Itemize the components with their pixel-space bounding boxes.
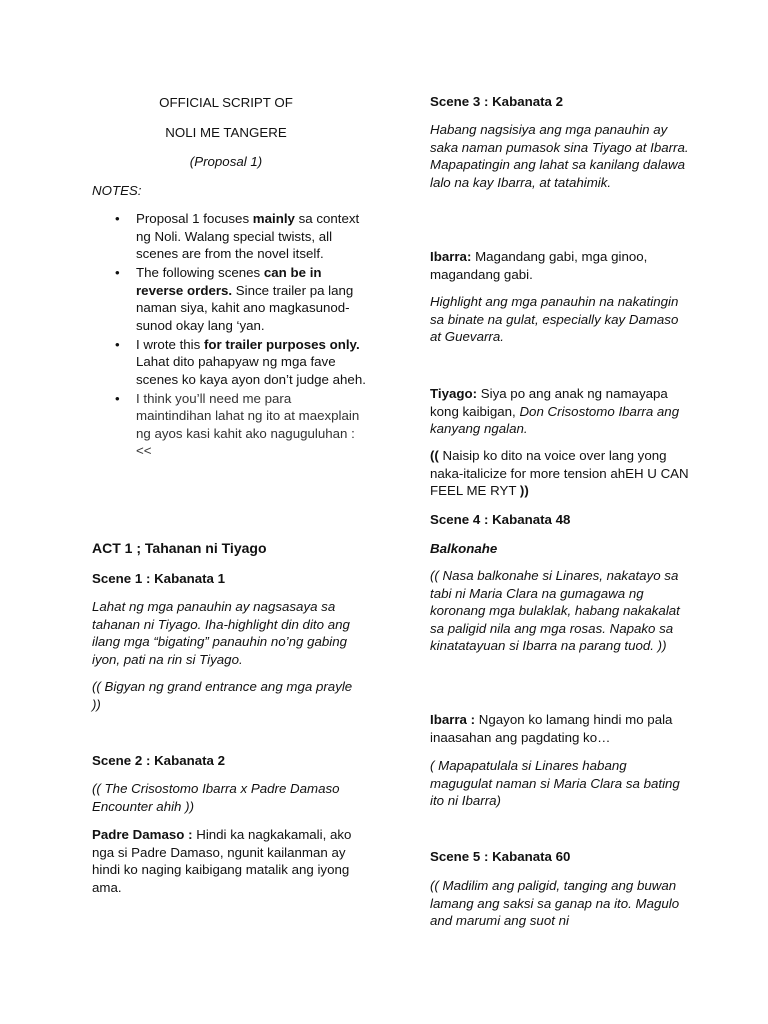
note-text: Lahat dito pahapyaw ng mga fave scenes ko kaya ayon don’t judge aheh.: [136, 354, 366, 387]
note-bracket: ((: [430, 448, 439, 463]
dialogue-italic-text: Don Crisostomo Ibarra ang kanyang ngalan.: [430, 403, 680, 436]
list-item: [92, 336, 370, 389]
document-title-line-2: NOLI ME TANGERE: [165, 125, 287, 140]
note-text: The following scenes: [136, 265, 264, 280]
scene-location: Balkonahe: [430, 541, 498, 556]
dialogue-text: Siya po ang anak ng namayapa kong kaibigan,: [430, 386, 668, 419]
scene-description: (( Madilim ang paligid, tanging ang buwan lamang ang saksi sa ganap na ito. Magulo and marumi ang suot ni: [430, 878, 680, 928]
scene-description: Highlight ang mga panauhin na nakatingin sa binate na gulat, especially kay Damaso at Guevarra.: [430, 294, 679, 344]
scene-description: (( Nasa balkonahe si Linares, nakatayo sa tabi ni Maria Clara na gumagawa ng koronang mga bulaklak, habang nakakalat sa paligid nila ang mga rosas. Napako sa kinatatayuan si Ibarra na parang tuod. )): [430, 568, 680, 653]
scene-description: Lahat ng mga panauhin ay nagsasaya sa tahanan ni Tiyago. Iha-highlight din dito ang ilang mga “bigating” panauhin no’ng gabing iyon, pati na rin si Tiyago.: [92, 599, 350, 667]
note-text: I wrote this: [136, 336, 204, 352]
bullet-icon: •: [115, 265, 120, 280]
document-subtitle: (Proposal 1): [189, 154, 263, 169]
note-emphasis: mainly: [252, 211, 295, 226]
scene-heading: Scene 4 : Kabanata 48: [430, 512, 571, 527]
note-bracket: )): [519, 483, 529, 498]
note-text: Proposal 1 focuses: [136, 211, 253, 226]
list-item: [92, 390, 370, 460]
notes-list: [92, 210, 370, 461]
dialogue-text: Ngayon ko lamang hindi mo pala inaasahan ang pagdating ko…: [430, 712, 673, 745]
list-item: [92, 210, 370, 263]
speaker-name: Ibarra :: [430, 712, 476, 727]
scene-heading: Scene 5 : Kabanata 60: [430, 849, 571, 864]
note-text: I think you’ll need me para maintindihan lahat ng ito at maexplain ng ayos kasi kahit ako naguguluhan :<<: [136, 390, 360, 458]
director-note: [430, 447, 692, 500]
scene-heading: Scene 2 : Kabanata 2: [92, 753, 226, 768]
dialogue-line: [430, 711, 692, 746]
notes-label: NOTES:: [92, 183, 142, 198]
document-title-line-1: OFFICIAL SCRIPT OF: [159, 95, 293, 110]
scene-heading: Scene 3 : Kabanata 2: [430, 94, 564, 109]
scene-note: ( Mapapatulala si Linares habang magugulat naman si Maria Clara sa bating ito ni Ibarra): [430, 758, 680, 808]
dialogue-line: [430, 248, 692, 283]
note-emphasis: for trailer purposes only.: [203, 336, 360, 352]
dialogue-line: [92, 826, 360, 896]
note-emphasis: can be in reverse orders.: [136, 265, 322, 298]
note-text: sa context ng Noli. Walang special twists, all scenes are from the novel itself.: [136, 211, 360, 261]
speaker-name: Tiyago:: [430, 386, 478, 401]
dialogue-text: Hindi ka nagkakamali, ako nga si Padre Damaso, ngunit kailanman ay hindi ko naging kaibigang matalik ang iyong ama.: [92, 827, 352, 895]
scene-note: (( The Crisostomo Ibarra x Padre Damaso Encounter ahih )): [92, 781, 340, 814]
bullet-icon: •: [115, 336, 120, 352]
speaker-name: Padre Damaso :: [92, 827, 193, 842]
note-text: Naisip ko dito na voice over lang yong naka-italicize for more tension ahEH U CAN FEEL ME RYT: [430, 448, 689, 498]
scene-heading: Scene 1 : Kabanata 1: [92, 571, 226, 586]
scene-description: Habang nagsisiya ang mga panauhin ay saka naman pumasok sina Tiyago at Ibarra. Mapapatingin ang lahat sa kanilang dalawa lalo na kay Ibarra, at tatahimik.: [430, 122, 689, 190]
list-item: [92, 264, 370, 334]
bullet-icon: •: [115, 211, 120, 226]
dialogue-text: Magandang gabi, mga ginoo, magandang gabi.: [430, 249, 648, 282]
speaker-name: Ibarra:: [430, 249, 472, 264]
bullet-icon: •: [115, 390, 120, 406]
dialogue-line: [430, 385, 692, 438]
scene-note: (( Bigyan ng grand entrance ang mga prayle )): [92, 679, 353, 712]
note-text: Since trailer pa lang naman siya, kahit ano magkasunod-sunod okay lang ‘yan.: [136, 282, 354, 333]
act-heading: ACT 1 ; Tahanan ni Tiyago: [92, 540, 267, 556]
